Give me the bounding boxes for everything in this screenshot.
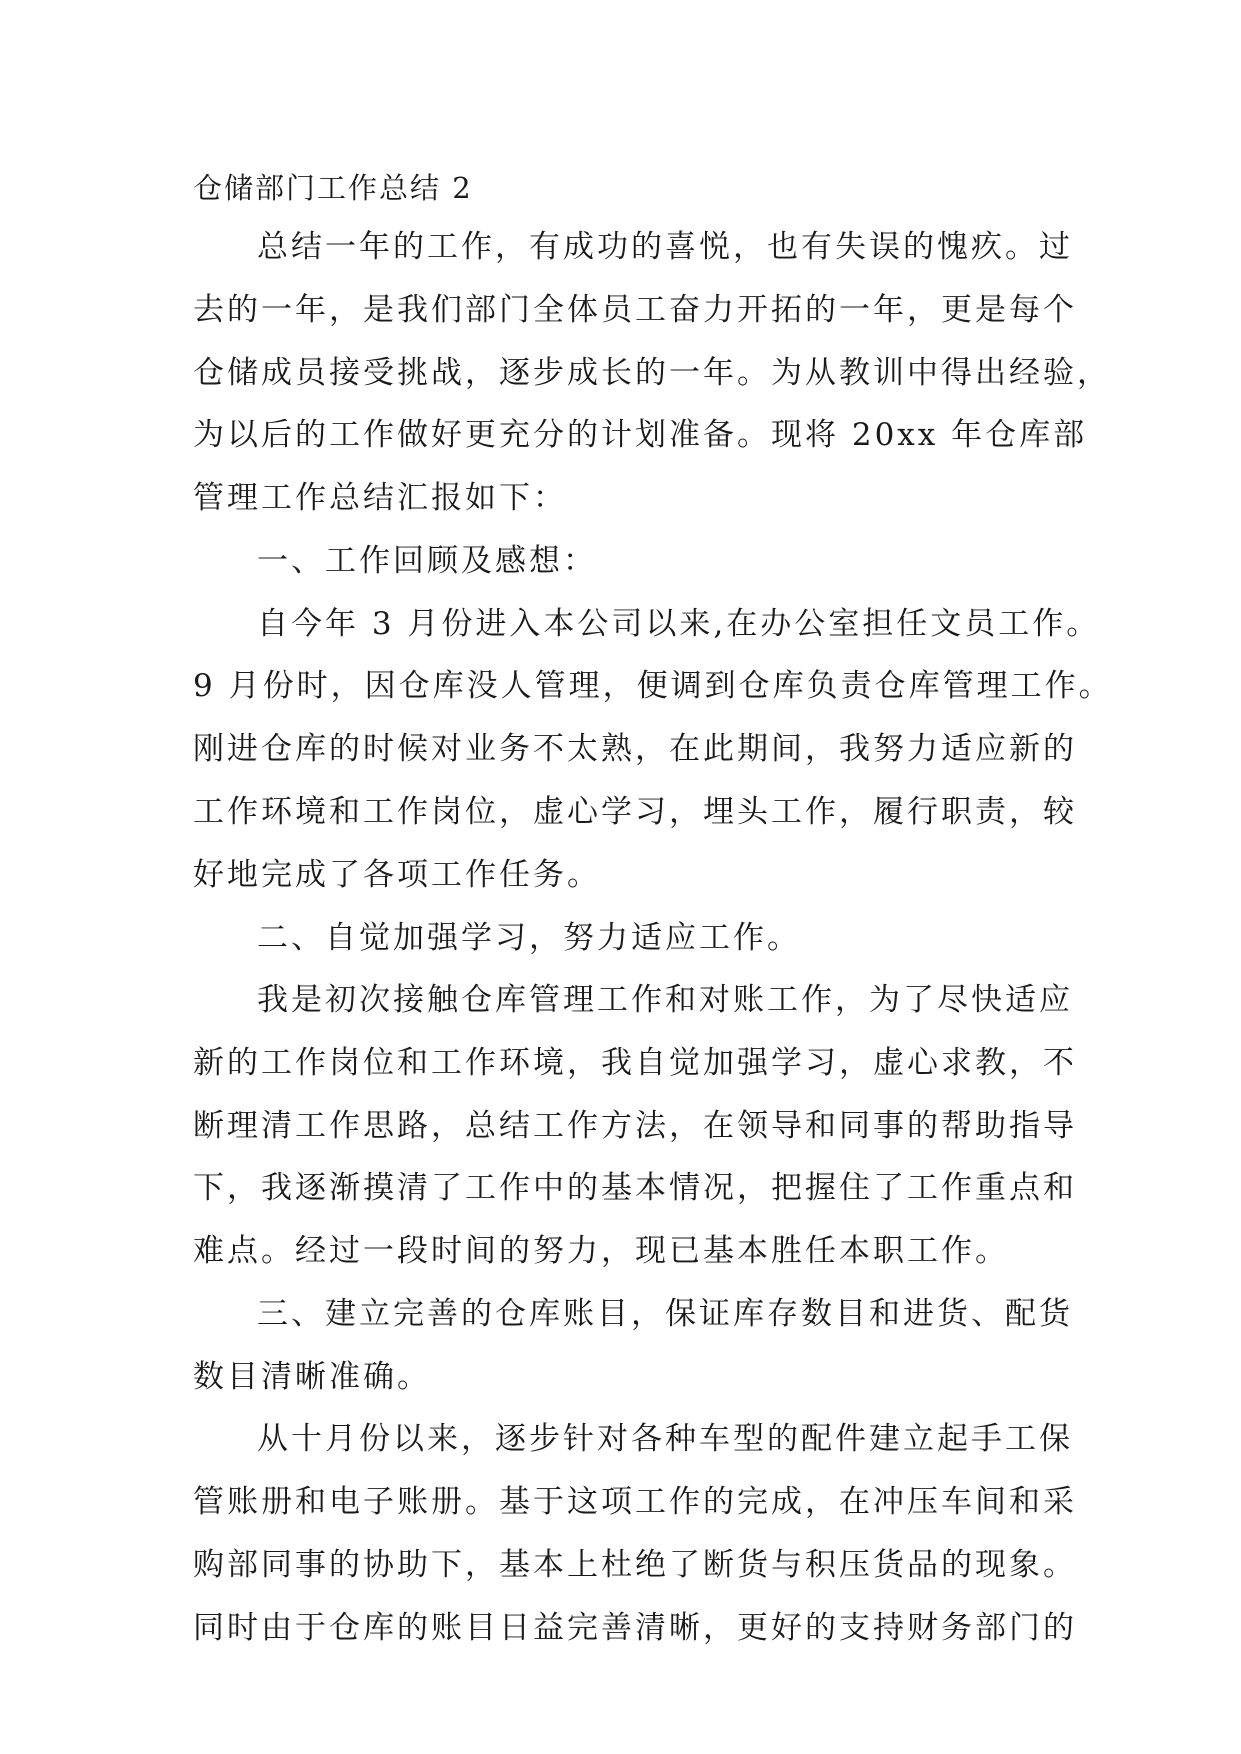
- paragraph-line: 管账册和电子账册。基于这项工作的完成，在冲压车间和采: [193, 1484, 1077, 1520]
- paragraph-line: 刚进仓库的时候对业务不太熟，在此期间，我努力适应新的: [193, 731, 1077, 767]
- paragraph-line: 难点。经过一段时间的努力，现已基本胜任本职工作。: [193, 1233, 1009, 1269]
- paragraph-line: 9 月份时，因仓库没人管理，便调到仓库负责仓库管理工作。: [193, 668, 1113, 704]
- paragraph-line: 断理清工作思路，总结工作方法，在领导和同事的帮助指导: [193, 1108, 1077, 1144]
- paragraph-line: 总结一年的工作，有成功的喜悦，也有失误的愧疚。过: [257, 229, 1073, 265]
- paragraph-line: 新的工作岗位和工作环境，我自觉加强学习，虚心求教，不: [193, 1045, 1077, 1081]
- paragraph-line: 自今年 3 月份进入本公司以来,在办公室担任文员工作。: [257, 606, 1101, 642]
- paragraph-line: 管理工作总结汇报如下：: [193, 480, 567, 516]
- paragraph-line: 去的一年，是我们部门全体员工奋力开拓的一年，更是每个: [193, 292, 1077, 328]
- section-heading: 三、建立完善的仓库账目，保证库存数目和进货、配货: [257, 1296, 1073, 1332]
- paragraph-line: 从十月份以来，逐步针对各种车型的配件建立起手工保: [257, 1421, 1073, 1457]
- paragraph-line: 购部同事的协助下，基本上杜绝了断货与积压货品的现象。: [193, 1547, 1077, 1583]
- section-heading: 一、工作回顾及感想：: [257, 543, 597, 579]
- paragraph-line: 为以后的工作做好更充分的计划准备。现将 20xx 年仓库部: [193, 417, 1088, 453]
- paragraph-line: 工作环境和工作岗位，虚心学习，埋头工作，履行职责，较: [193, 794, 1077, 830]
- paragraph-line: 仓储成员接受挑战，逐步成长的一年。为从教训中得出经验，: [193, 355, 1111, 391]
- paragraph-line: 下，我逐渐摸清了工作中的基本情况，把握住了工作重点和: [193, 1170, 1077, 1206]
- document-title: 仓储部门工作总结 2: [193, 171, 473, 205]
- section-heading-continued: 数目清晰准确。: [193, 1359, 431, 1395]
- paragraph-line: 好地完成了各项工作任务。: [193, 857, 601, 893]
- section-heading: 二、自觉加强学习，努力适应工作。: [257, 920, 801, 956]
- paragraph-line: 我是初次接触仓库管理工作和对账工作，为了尽快适应: [257, 982, 1073, 1018]
- paragraph-line: 同时由于仓库的账目日益完善清晰，更好的支持财务部门的: [193, 1610, 1077, 1646]
